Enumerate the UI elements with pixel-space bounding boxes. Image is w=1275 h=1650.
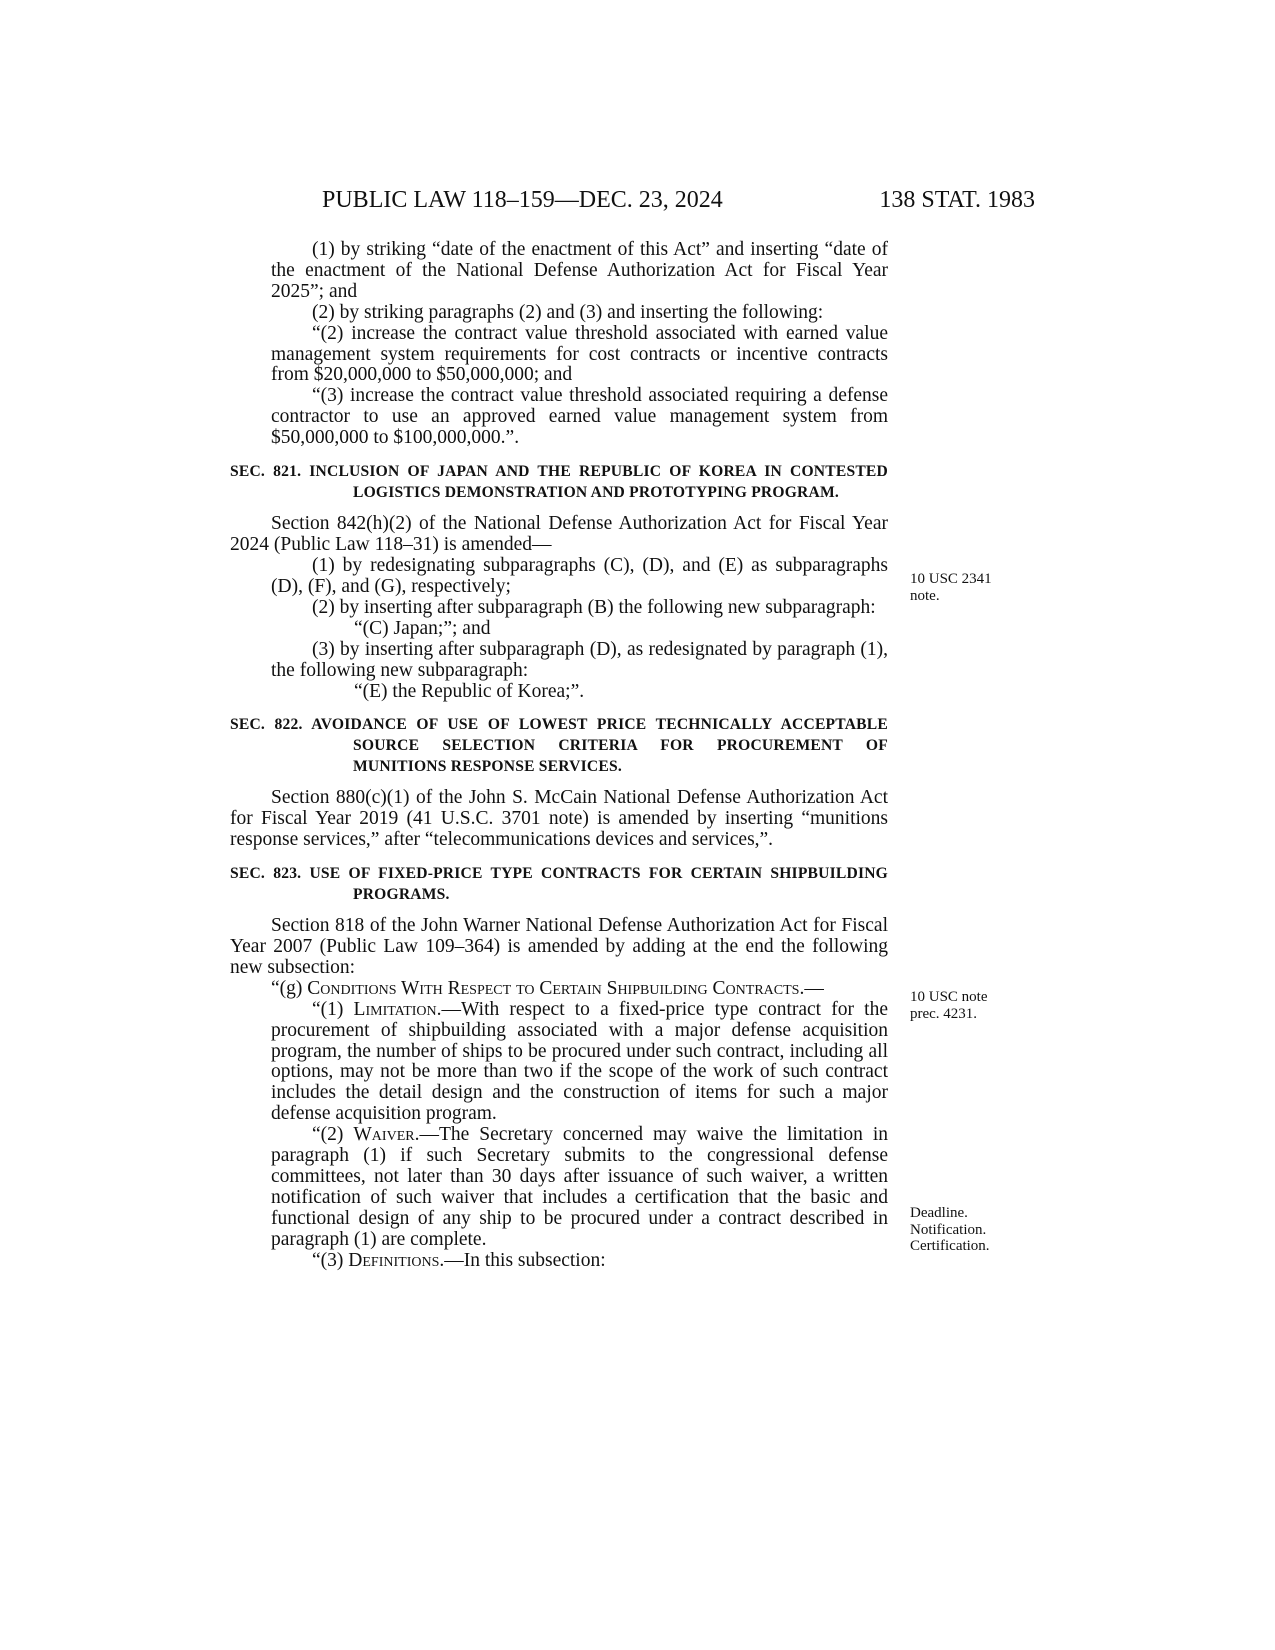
section-821-quoted-c: “(C) Japan;”; and	[354, 617, 491, 639]
running-header	[0, 183, 1275, 217]
running-title: PUBLIC LAW 118–159—DEC. 23, 2024	[322, 187, 723, 213]
section-heading-822: SEC. 822. AVOIDANCE OF USE OF LOWEST PRICE TECHNICALLY ACCEPTABLE SOURCE SELECTION CRITERIA FOR PROCUREMENT OF MUNITIONS RESPONSE SERVICES.	[230, 716, 888, 775]
section-822-text: Section 880(c)(1) of the John S. McCain National Defense Authorization Act for Fiscal Year 2019 (41 U.S.C. 3701 note) is amended by inserting “munitions response services,” after “telecommunications devices and services,”.	[230, 787, 888, 850]
quoted-paragraph-2: “(2) increase the contract value threshold associated with earned value management system requirements for cost contracts or incentive contracts from $20,000,000 to $50,000,000; and	[271, 322, 888, 386]
section-heading-821: SEC. 821. INCLUSION OF JAPAN AND THE REPUBLIC OF KOREA IN CONTESTED LOGISTICS DEMONSTRATION AND PROTOTYPING PROGRAM.	[230, 463, 888, 501]
paragraph-limitation: “(1) Limitation.—With respect to a fixed-price type contract for the procurement of shipbuilding associated with a major defense acquisition program, the number of ships to be procured under such contract, including all options, may not be more than two if the scope of the work of such contract includes the detail design and the construction of items for such a major defense acquisition program.	[271, 998, 888, 1125]
margin-note-10-usc-4231: 10 USC note prec. 4231.	[910, 989, 988, 1022]
section-821-paragraph-3: (3) by inserting after subparagraph (D), as redesignated by paragraph (1), the following new subparagraph:	[271, 638, 888, 681]
subsection-g-heading: Conditions With Respect to Certain Shipbuilding Contracts	[307, 977, 800, 999]
definitions-heading: Definitions	[348, 1249, 440, 1271]
section-821-quoted-e: “(E) the Republic of Korea;”.	[354, 680, 585, 702]
section-heading-823: SEC. 823. USE OF FIXED-PRICE TYPE CONTRACTS FOR CERTAIN SHIPBUILDING PROGRAMS.	[230, 864, 888, 903]
page-body	[230, 240, 888, 1272]
section-823-intro: Section 818 of the John Warner National Defense Authorization Act for Fiscal Year 2007 (Public Law 109–364) is amended by adding at the end the following new subsection:	[230, 915, 888, 978]
margin-note-10-usc-2341: 10 USC 2341 note.	[910, 571, 992, 604]
paragraph-definitions: “(3) Definitions.—In this subsection:	[312, 1249, 606, 1271]
paragraph-continuation-2: (2) by striking paragraphs (2) and (3) and inserting the following:	[312, 301, 824, 323]
paragraph-waiver: “(2) Waiver.—The Secretary concerned may waive the limitation in paragraph (1) if such Secretary submits to the congressional defense committees, not later than 30 days after issuance of such waiver, a written notification of such waiver that includes a certification that the basic and functional design of any ship to be procured under a contract described in paragraph (1) are complete.	[271, 1124, 888, 1250]
section-821-paragraph-1: (1) by redesignating subparagraphs (C), (D), and (E) as subparagraphs (D), (F), and (G), respectively;	[271, 555, 888, 597]
subsection-g: “(g) Conditions With Respect to Certain Shipbuilding Contracts.—	[271, 977, 824, 999]
waiver-heading: Waiver	[353, 1124, 415, 1146]
limitation-heading: Limitation	[353, 998, 437, 1020]
paragraph-continuation-1: (1) by striking “date of the enactment of this Act” and inserting “date of the enactment of the National Defense Authorization Act for Fiscal Year 2025”; and	[271, 239, 888, 302]
section-821-paragraph-2: (2) by inserting after subparagraph (B) the following new subparagraph:	[312, 596, 876, 618]
quoted-paragraph-3: “(3) increase the contract value threshold associated requiring a defense contractor to use an approved earned value management system from $50,000,000 to $100,000,000.”.	[271, 385, 888, 449]
page-number: 138 STAT. 1983	[879, 187, 1035, 213]
margin-note-deadline: Deadline. Notification. Certification.	[910, 1205, 990, 1254]
section-821-intro: Section 842(h)(2) of the National Defense Authorization Act for Fiscal Year 2024 (Public Law 118–31) is amended—	[230, 513, 888, 556]
